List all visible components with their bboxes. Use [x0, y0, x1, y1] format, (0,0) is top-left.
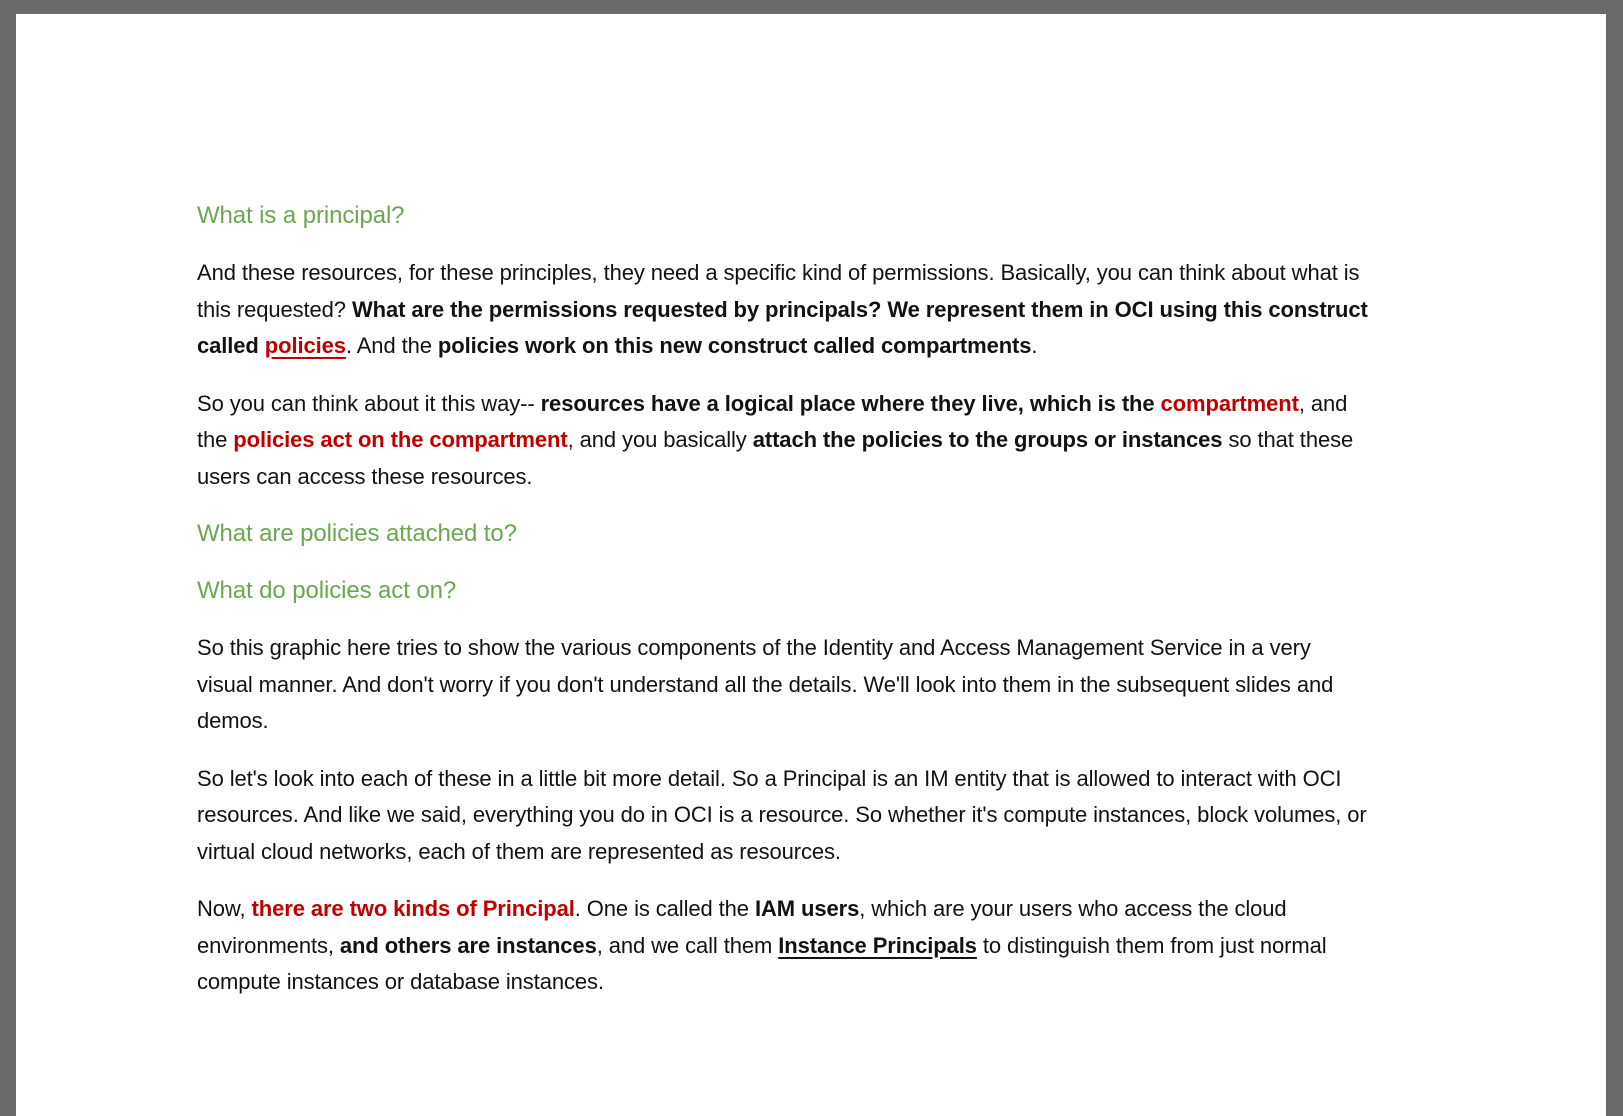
- text-run: .: [1031, 333, 1038, 358]
- paragraph: [197, 255, 1371, 365]
- text-run: So let's look into each of these in a little bit more detail. So a Principal is an IM entity that is allowed to interact with OCI resources. And like we said, everything you do in OCI is a resource. So whether it's compute instances, block volumes, or virtual cloud networks, each of them are represented as resources.: [197, 765, 1367, 864]
- section-heading: [197, 516, 1371, 552]
- document-page: [16, 14, 1606, 1116]
- text-run: What do policies act on?: [197, 577, 457, 604]
- text-run: compartment: [1160, 390, 1299, 416]
- text-run: policies work on this new construct called compartments: [437, 333, 1032, 358]
- text-run: , and you basically: [567, 427, 753, 452]
- text-run: . And the: [345, 333, 438, 358]
- text-run: . One is called the: [574, 896, 755, 921]
- text-run: so that these users can access these resources.: [197, 427, 1354, 489]
- text-run: and others are instances: [339, 932, 597, 958]
- text-run: Instance Principals: [778, 932, 977, 958]
- text-run: What are the permissions requested by principals? We represent them in OCI using this construct called: [197, 296, 1368, 358]
- text-run: IAM users: [754, 896, 860, 921]
- section-heading: [197, 573, 1371, 609]
- text-run: resources have a logical place where they live, which is the: [540, 390, 1161, 416]
- text-run: to distinguish them from just normal compute instances or database instances.: [197, 932, 1327, 994]
- text-run: So you can think about it this way--: [197, 390, 541, 416]
- text-run: , which are your users who access the cloud environments,: [197, 896, 1287, 958]
- paragraph: [197, 891, 1371, 1001]
- text-run: Now,: [197, 896, 252, 921]
- paragraph: [197, 386, 1371, 496]
- text-run: And these resources, for these principles, they need a specific kind of permissions. Basically, you can think about what is this requested?: [197, 260, 1360, 322]
- text-run: there are two kinds of Principal: [251, 896, 575, 921]
- text-run: attach the policies to the groups or instances: [752, 427, 1223, 452]
- text-run: policies act on the compartment: [233, 427, 568, 452]
- text-run: What are policies attached to?: [197, 520, 517, 547]
- policies-link[interactable]: policies: [264, 333, 346, 358]
- text-run: , and the: [197, 390, 1348, 452]
- text-run: So this graphic here tries to show the various components of the Identity and Access Management Service in a very visual manner. And don't worry if you don't understand all the details. We'll look into them in the subsequent slides and demos.: [197, 635, 1334, 733]
- text-run: What is a principal?: [197, 202, 405, 229]
- document-content: [16, 14, 1371, 1062]
- paragraph: [197, 761, 1371, 871]
- paragraph: [197, 630, 1371, 740]
- text-run: , and we call them: [596, 932, 779, 958]
- section-heading: [197, 198, 1371, 234]
